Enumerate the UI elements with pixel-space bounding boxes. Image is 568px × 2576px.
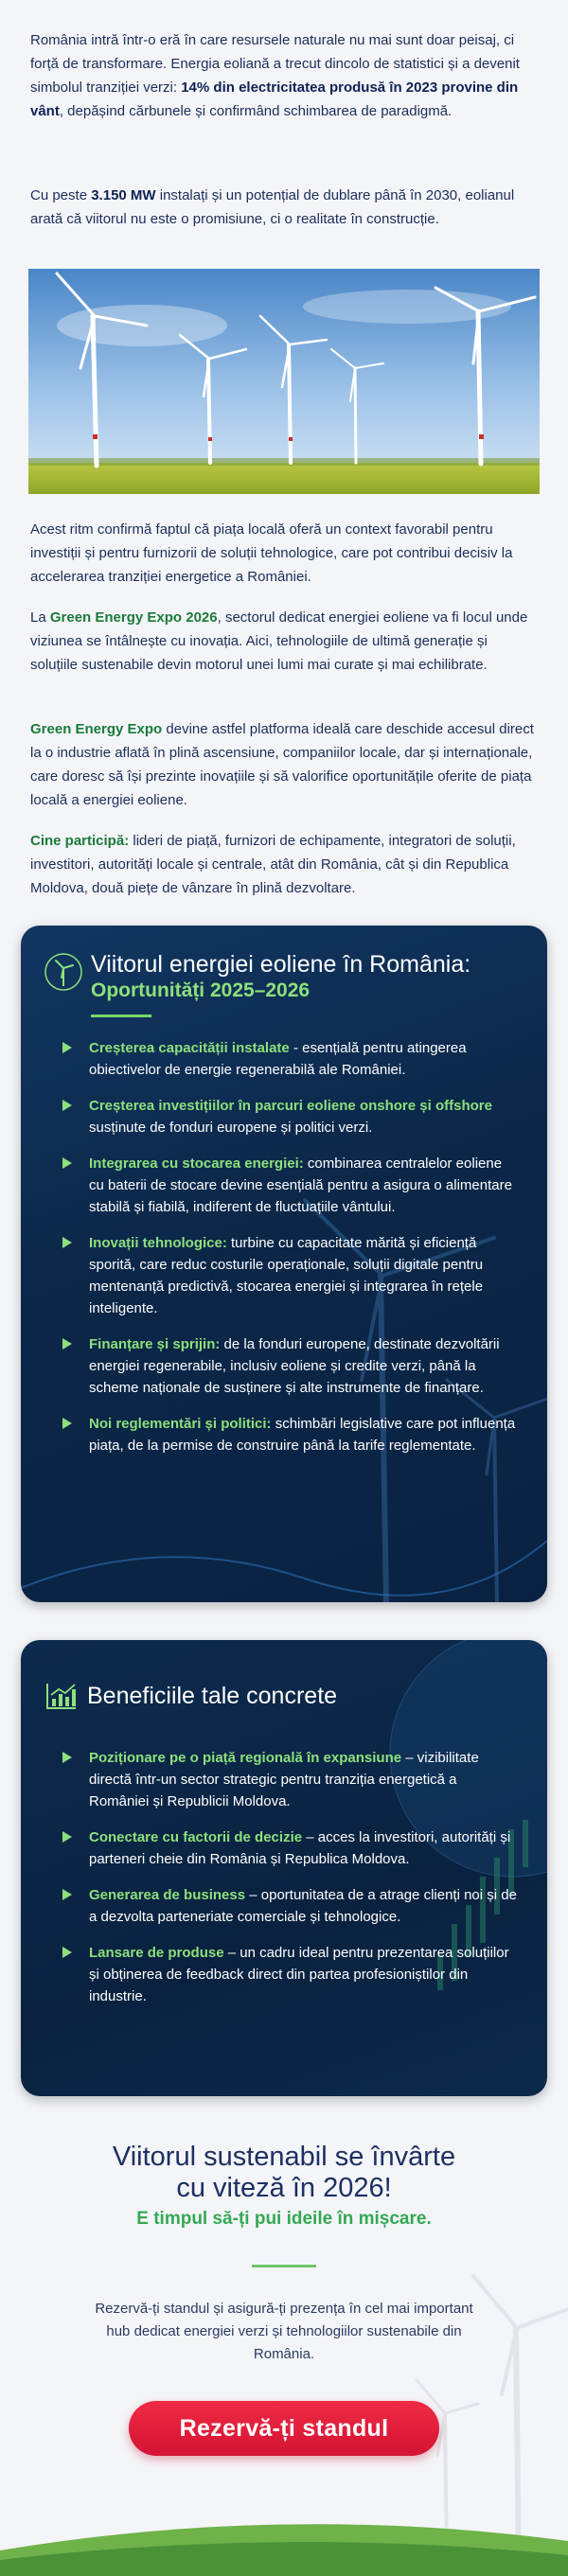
bullet-arrow-icon [62,1100,72,1111]
list-item [59,1095,521,1138]
bullet-arrow-icon [62,1752,72,1763]
item-text: – vizibilitate directă într-un sector strategic pentru tranziția energetică a României și Republicii Moldova. [89,1750,479,1809]
opportunities-card [21,926,547,1602]
intro-text: , depășind cărbunele și confirmând schimbarea de paradigmă. [59,103,453,119]
item-heading: Creșterea investițiilor în parcuri eoliene onshore și offshore [89,1098,492,1114]
opportunities-list [59,1037,521,1456]
item-text: combinarea centralelor eoliene cu baterii de stocare devine esențială pentru a asigura o alimentare stabilă și fiabilă, indiferent de fluctuațiile vântului. [89,1156,512,1215]
intro-highlight: 14% din electricitatea produsă în 2023 provine din vânt [30,79,519,119]
bullet-arrow-icon [62,1889,72,1900]
benefits-list [59,1747,521,2007]
item-heading: Lansare de produse [89,1945,224,1961]
body-paragraph-1: Acest ritm confirmă faptul că piața locală oferă un context favorabil pentru investiții și pentru furnizorii de soluții tehnologice, care pot contribui decisiv la accelerarea tranziției energetice a României. [30,521,513,585]
list-item [59,1942,521,2007]
item-heading: Integrarea cu stocarea energiei: [89,1156,304,1172]
body-text: La [30,609,50,626]
body-paragraph-4 [30,829,538,900]
body-text: devine astfel platforma ideală care deschide accesul direct la o industrie aflată în plină ascensiune, companiilor locale, dar și internaționale, care doresc să își prezinte inovațiile și să valorifice oportunitățile oferite de piața locală a energiei eoliene. [30,721,534,808]
item-heading: Noi reglementări și politici: [89,1416,272,1432]
body-paragraph-2 [30,606,538,677]
item-text: de la fonduri europene, destinate dezvoltării energiei regenerabile, inclusiv eoliene și credite verzi, până la scheme naționale de susținere și alte instrumente de finanțare. [89,1336,500,1396]
bullet-arrow-icon [62,1418,72,1429]
wind-farm-image [28,269,540,494]
bullet-arrow-icon [62,1831,72,1843]
item-heading: Conectare cu factorii de decizie [89,1829,303,1845]
footer-subtitle: E timpul să-ți pui ideile în mișcare. [136,2209,432,2229]
intro-text: instalați și un potențial de dublare până în 2030, eolianul arată că viitorul nu este o promisiune, ci o realitate în construcție. [30,187,515,227]
item-text: turbine cu capacitate mărită și eficiență sporită, care reduc costurile operaționale, soluții digitale pentru mentenanță predictivă, stocarea energiei și integrarea în rețele inteligente. [89,1235,484,1316]
item-text: – un cadru ideal pentru prezentarea soluțiilor și obținerea de feedback direct din partea profesioniștilor din industrie. [89,1945,509,2004]
item-heading: Generarea de business [89,1887,246,1903]
list-item [59,1333,521,1399]
card-title: Beneficiile tale concrete [87,1683,338,1709]
bullet-arrow-icon [62,1237,72,1248]
item-text: – oportunitatea de a atrage clienți noi și de a dezvolta parteneriate comerciale și tehnologice. [89,1887,517,1925]
intro-paragraph-2 [30,184,538,231]
body-paragraph-3 [30,717,538,812]
footer-title-line-2: cu viteză în 2026! [176,2173,392,2203]
card-subtitle: Oportunități 2025–2026 [91,979,311,1001]
participants-label: Cine participă: [30,833,130,849]
item-text: susținute de fonduri europene și politici verzi. [89,1120,373,1136]
wind-turbine-icon [44,952,83,992]
bullet-arrow-icon [62,1947,72,1958]
body-text: lideri de piață, furnizori de echipamente, integratori de soluții, investitori, autorități locale și centrale, atât din România, cât și din Republica Moldova, două piețe de vânzare în plină dezvoltare. [30,833,516,896]
bullet-arrow-icon [62,1338,72,1350]
card-title: Viitorul energiei eoliene în România: [91,951,471,978]
footer-title-line-1: Viitorul sustenabil se învârte [112,2142,456,2172]
list-item [59,1037,521,1081]
list-item [59,1747,521,1812]
benefits-card [21,1640,547,2096]
intro-text: Cu peste [30,187,92,203]
event-name: Green Energy Expo [30,721,163,737]
title-underline [91,1015,151,1017]
wind-farm-illustration [28,269,540,494]
footer-text: Rezervă-ți standul și asigură-ți prezența în cel mai important hub dedicat energiei verzi și tehnologiilor sustenabile din România. [95,2301,473,2362]
item-heading: Inovații tehnologice: [89,1235,227,1251]
item-heading: Creșterea capacității instalate [89,1040,290,1056]
event-name: Green Energy Expo 2026 [49,609,218,626]
item-text: - esențială pentru atingerea obiectivelor de energie regenerabilă ale României. [89,1040,467,1078]
bullet-arrow-icon [62,1042,72,1053]
footer-divider [252,2265,316,2267]
intro-highlight: 3.150 MW [91,187,156,203]
bullet-arrow-icon [62,1157,72,1169]
list-item [59,1826,521,1870]
reserve-stand-button[interactable]: Rezervă-ți standul [129,2401,439,2456]
body-text: , sectorul dedicat energiei eoliene va fi locul unde viziunea se întâlnește cu inovația. Aici, tehnologiile de ultimă generație și soluțiile sustenabile devin motorul unei lumi mai curate și mai echilibrate. [30,609,528,673]
item-heading: Finanțare și sprijin: [89,1336,221,1352]
item-heading: Poziționare pe o piață regională în expansiune [89,1750,402,1766]
list-item [59,1413,521,1456]
intro-text: România intră într-o eră în care resursele naturale nu mai sunt doar peisaj, ci forță de transformare. Energia eoliană a trecut dincolo de statistici și a devenit simbolul tranziției verzi: [30,32,520,96]
list-item [59,1884,521,1928]
list-item [59,1153,521,1218]
item-text: schimbări legislative care pot influența piața, de la permise de construire până la tarife reglementate. [89,1416,516,1454]
intro-paragraph-1 [30,28,538,123]
item-text: – acces la investitori, autorități și parteneri cheie din România și Republica Moldova. [89,1829,511,1867]
list-item [59,1232,521,1319]
growth-chart-icon [45,1682,78,1710]
